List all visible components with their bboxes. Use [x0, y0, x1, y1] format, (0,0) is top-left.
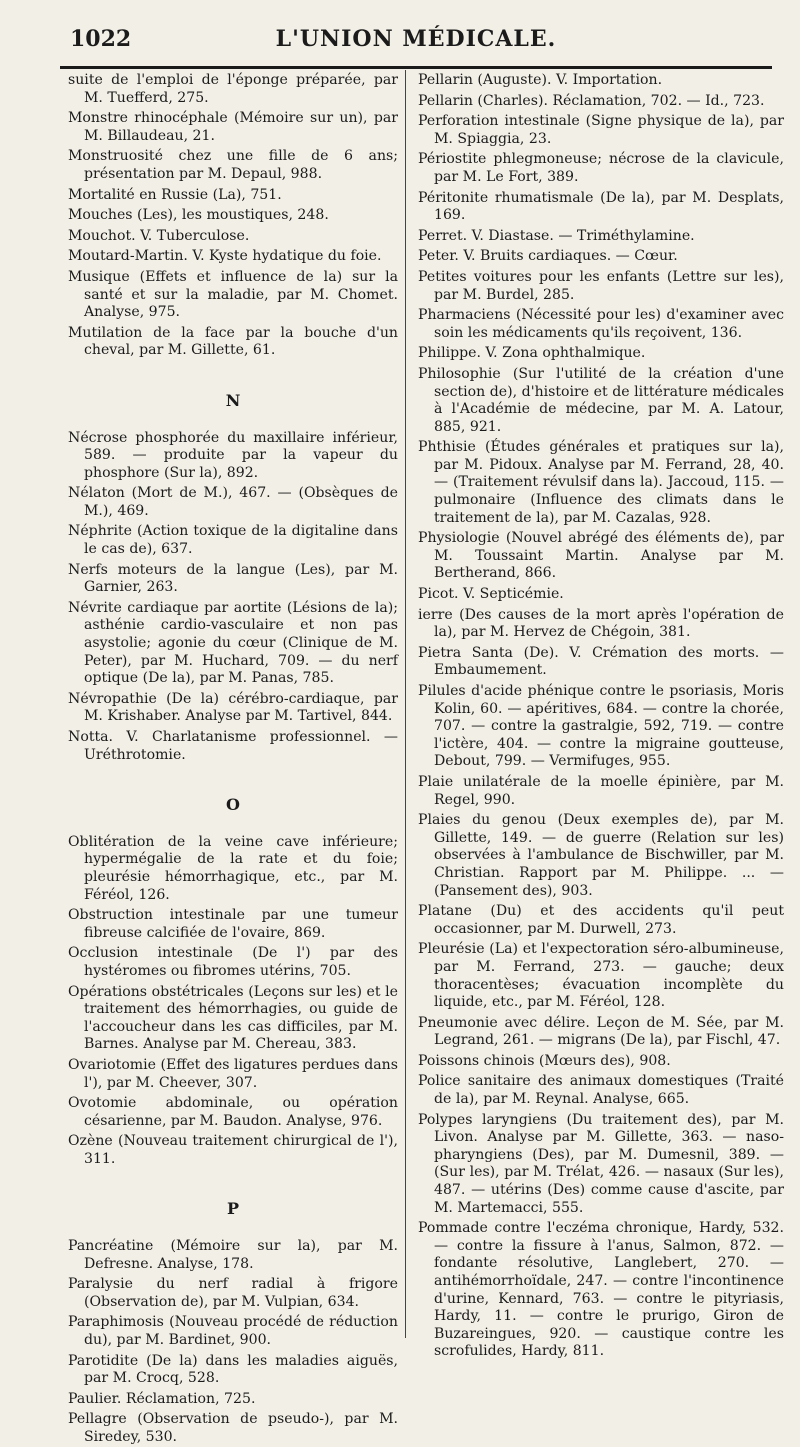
index-entry: Pleurésie (La) et l'expectoration séro-albumineuse, par M. Ferrand, 273. — gauche; deux thoracentèses; évacuation incomplète du liquide, etc., par M. Féréol, 128.: [418, 941, 784, 1011]
index-entry: Philippe. V. Zona ophthalmique.: [418, 345, 646, 362]
index-entry: Péritonite rhumatismale (De la), par M. Desplats, 169.: [418, 189, 784, 224]
index-entry: Paulier. Réclamation, 725.: [68, 1390, 256, 1407]
index-entry: Occlusion intestinale (De l') par des hystéromes ou fibromes utérins, 705.: [68, 945, 398, 979]
index-entry: Périostite phlegmoneuse; nécrose de la clavicule, par M. Le Fort, 389.: [418, 151, 784, 185]
index-entry: Néphrite (Action toxique de la digitaline dans le cas de), 637.: [68, 523, 398, 558]
index-entry: Ozène (Nouveau traitement chirurgical de l'), 311.: [68, 1133, 398, 1167]
index-entry: Pneumonie avec délire. Leçon de M. Sée, par M. Legrand, 261. — migrans (De la), par Fischl, 47.: [418, 1014, 784, 1049]
header-rule: [60, 66, 772, 69]
index-entry: Pellarin (Auguste). V. Importation.: [418, 72, 663, 88]
index-entry: Monstre rhinocéphale (Mémoire sur un), par M. Billaudeau, 21.: [68, 110, 398, 144]
index-entry: Ovotomie abdominale, ou opération césarienne, par M. Baudon. Analyse, 976.: [68, 1095, 398, 1129]
index-entry: Physiologie (Nouvel abrégé des éléments de), par M. Toussaint Martin. Analyse par M. Bertherand, 866.: [418, 530, 784, 582]
index-entry: Pellarin (Charles). Réclamation, 702. — Id., 723.: [418, 92, 765, 109]
index-entry: Moutard-Martin. V. Kyste hydatique du foie.: [68, 248, 382, 265]
index-entry: Perret. V. Diastase. — Triméthylamine.: [418, 227, 695, 244]
column-divider: [405, 70, 406, 1338]
page-header: [60, 22, 772, 62]
index-entry: suite de l'emploi de l'éponge préparée, par M. Tuefferd, 275.: [68, 72, 398, 106]
index-entry: Opérations obstétricales (Leçons sur les) et le traitement des hémorrhagies, ou guide de l'accoucheur dans les cas difficiles, par M. Barnes. Analyse par M. Chereau, 383.: [68, 983, 398, 1053]
section-letter: P: [226, 1199, 240, 1219]
index-entry: Polypes laryngiens (Du traitement des), par M. Livon. Analyse par M. Gillette, 363. — naso-pharyngiens (Des), par M. Dumesnil, 389. — (Sur les), par M. Trélat, 426. — nasaux (Sur les), 487. — utérins (Des) comme cause d'ascite, par M. Martemacci, 555.: [418, 1111, 784, 1216]
index-entry: Monstruosité chez une fille de 6 ans; présentation par M. Depaul, 988.: [68, 148, 398, 182]
index-entry: Oblitération de la veine cave inférieure; hypermégalie de la rate et du foie; pleurésie hémorrhagique, etc., par M. Féréol, 126.: [68, 833, 398, 903]
index-entry: Mouches (Les), les moustiques, 248.: [68, 207, 329, 224]
index-entry: Poissons chinois (Mœurs des), 908.: [418, 1052, 671, 1069]
index-entry: Nécrose phosphorée du maxillaire inférieur, 589. — produite par la vapeur du phosphore (Sur la), 892.: [68, 429, 398, 481]
running-title: L'UNION MÉDICALE.: [275, 26, 557, 52]
section-letter: N: [225, 390, 241, 410]
index-entry: Peter. V. Bruits cardiaques. — Cœur.: [418, 248, 678, 265]
page-number: 1022: [70, 26, 132, 52]
index-entry: Plaies du genou (Deux exemples de), par M. Gillette, 149. — de guerre (Relation sur les) observées à l'ambulance de Bischwiller, par M. Christian. Rapport par M. Philippe. ... — (Pansement des), 903.: [418, 812, 784, 899]
index-entry: Philosophie (Sur l'utilité de la création d'une section de), d'histoire et de littérature médicales à l'Académie de médecine, par M. A. Latour, 885, 921.: [418, 365, 784, 435]
index-entry: Obstruction intestinale par une tumeur fibreuse calcifiée de l'ovaire, 869.: [68, 907, 398, 941]
index-entry: Névropathie (De la) cérébro-cardiaque, par M. Krishaber. Analyse par M. Tartivel, 844.: [68, 690, 398, 725]
index-entry: Plaie unilatérale de la moelle épinière, par M. Regel, 990.: [418, 773, 784, 808]
index-entry: Mortalité en Russie (La), 751.: [68, 186, 282, 203]
index-entry: Police sanitaire des animaux domestiques (Traité de la), par M. Reynal. Analyse, 665.: [418, 1073, 784, 1108]
index-entry: Petites voitures pour les enfants (Lettre sur les), par M. Burdel, 285.: [418, 268, 784, 303]
index-entry: Platane (Du) et des accidents qu'il peut occasionner, par M. Durwell, 273.: [418, 903, 784, 937]
index-entry: Parotidite (De la) dans les maladies aiguës, par M. Crocq, 528.: [68, 1352, 398, 1387]
right-column: [418, 72, 784, 1360]
index-entry: Picot. V. Septicémie.: [418, 586, 564, 603]
index-entry: Névrite cardiaque par aortite (Lésions de la); asthénie cardio-vasculaire et non pas asystolie; agonie du cœur (Clinique de M. Peter), par M. Huchard, 709. — du nerf optique (De la), par M. Panas, 785.: [68, 599, 398, 687]
section-letter: O: [226, 795, 240, 815]
index-entry: Notta. V. Charlatanisme professionnel. — Uréthrotomie.: [68, 729, 398, 763]
index-entry: Ovariotomie (Effet des ligatures perdues dans l'), par M. Cheever, 307.: [68, 1056, 398, 1091]
index-entry: Mouchot. V. Tuberculose.: [68, 227, 250, 244]
index-entry: Pancréatine (Mémoire sur la), par M. Defresne. Analyse, 178.: [68, 1238, 398, 1272]
index-entry: Pietra Santa (De). V. Crémation des morts. — Embaumement.: [418, 644, 784, 679]
index-entry: Nerfs moteurs de la langue (Les), par M. Garnier, 263.: [68, 561, 398, 596]
index-entry: Musique (Effets et influence de la) sur la santé et sur la maladie, par M. Chomet. Analyse, 975.: [68, 268, 398, 321]
index-entry: Paraphimosis (Nouveau procédé de réduction du), par M. Bardinet, 900.: [68, 1314, 398, 1349]
index-entry: ierre (Des causes de la mort après l'opération de la), par M. Hervez de Chégoin, 381.: [418, 606, 784, 641]
index-entry: Pommade contre l'eczéma chronique, Hardy, 532. — contre la fissure à l'anus, Salmon, 872. — fondante résolutive, Langlebert, 270. — antihémorrhoïdale, 247. — contre l'incontinence d'urine, Kennard, 763. — contre le pityriasis, Hardy, 11. — contre le prurigo, Giron de Buzareingues, 920. — caustique contre les scrofulides, Hardy, 811.: [418, 1220, 784, 1360]
index-entry: Pilules d'acide phénique contre le psoriasis, Moris Kolin, 60. — apéritives, 684. — contre la chorée, 707. — contre la gastralgie, 592, 719. — contre l'ictère, 404. — contre la migraine goutteuse, Debout, 799. — Vermifuges, 955.: [418, 683, 784, 770]
index-entry: Phthisie (Études générales et pratiques sur la), par M. Pidoux. Analyse par M. Ferrand, 28, 40. — (Traitement révulsif dans la). Jaccoud, 115. — pulmonaire (Influence des climats dans le traitement de la), par M. Cazalas, 928.: [418, 439, 784, 526]
index-entry: Paralysie du nerf radial à frigore (Observation de), par M. Vulpian, 634.: [68, 1276, 398, 1310]
index-entry: Nélaton (Mort de M.), 467. — (Obsèques de M.), 469.: [68, 485, 398, 519]
index-entry: Mutilation de la face par la bouche d'un cheval, par M. Gillette, 61.: [68, 324, 398, 359]
index-entry: Pharmaciens (Nécessité pour les) d'examiner avec soin les médicaments qu'ils reçoivent, 136.: [418, 307, 784, 341]
left-column: [68, 72, 398, 1445]
index-entry: Perforation intestinale (Signe physique de la), par M. Spiaggia, 23.: [418, 113, 784, 147]
index-entry: Pellagre (Observation de pseudo-), par M. Siredey, 530.: [68, 1411, 398, 1445]
